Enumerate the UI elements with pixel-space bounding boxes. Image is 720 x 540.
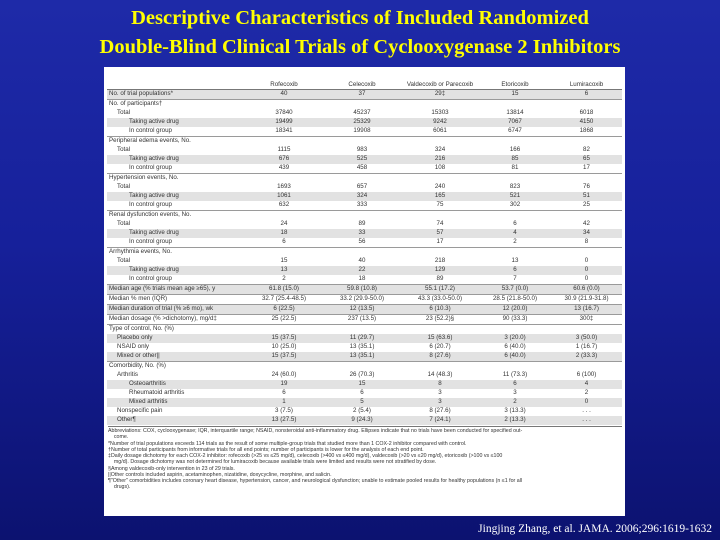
- table-cell: 1693: [277, 183, 291, 191]
- table-cell: 6: [551, 90, 622, 100]
- table-cell: 24 (60.0): [271, 371, 297, 379]
- characteristics-table: [107, 67, 622, 425]
- table-cell: 37: [323, 90, 401, 100]
- table-cell: 1061: [245, 192, 323, 201]
- table-row: [107, 155, 622, 164]
- table-cell: 40: [358, 257, 366, 265]
- table-cell: 45237: [353, 109, 371, 117]
- table-row: [107, 90, 622, 100]
- table-cell: [551, 174, 622, 184]
- table-cell: 1115: [277, 146, 291, 154]
- slide-title-line-1: Descriptive Characteristics of Included Randomized: [131, 7, 589, 29]
- table-cell: 0: [551, 398, 622, 407]
- table-cell: [401, 174, 479, 184]
- table-cell: 8: [551, 238, 622, 248]
- table-row: [107, 325, 622, 335]
- table-cell: 6 (40.0): [479, 352, 551, 362]
- table-cell: 33: [323, 229, 401, 238]
- table-cell: 6: [245, 238, 323, 248]
- table-row: [107, 201, 622, 211]
- table-cell: 15 (37.5): [245, 352, 323, 362]
- table-cell: 6: [360, 389, 364, 397]
- table-cell: 218: [434, 257, 446, 265]
- table-cell: 9 (24.3): [323, 416, 401, 425]
- table-cell: 823: [509, 183, 521, 191]
- table-cell: 17: [401, 238, 479, 248]
- table-cell: 1 (16.7): [575, 343, 598, 351]
- table-cell: 129: [401, 266, 479, 275]
- table-cell: 6061: [401, 127, 479, 137]
- row-label: In control group: [107, 164, 245, 174]
- table-cell: 10 (25.0): [271, 343, 297, 351]
- table-cell: 11 (73.3): [502, 371, 528, 379]
- table-cell: 0: [551, 266, 622, 275]
- row-label: Total: [117, 109, 131, 117]
- table-cell: [245, 325, 323, 335]
- table-row: [107, 380, 622, 389]
- table-footnotes: [108, 426, 622, 491]
- footnote-line: §Among valdecoxib-only intervention in 23 of 29 trials.: [108, 465, 235, 472]
- table-cell: [245, 174, 323, 184]
- table-cell: 8: [401, 380, 479, 389]
- row-label: Type of control, No. (%): [109, 325, 174, 333]
- table-row: [107, 137, 622, 147]
- table-cell: [245, 137, 323, 147]
- table-row: [107, 174, 622, 184]
- table-cell: 657: [356, 183, 368, 191]
- table-cell: 25329: [323, 118, 401, 127]
- table-cell: 25 (22.5): [245, 315, 323, 325]
- table-cell: [245, 211, 323, 221]
- table-row: [107, 266, 622, 275]
- table-cell: [479, 248, 551, 258]
- table-cell: 1: [245, 398, 323, 407]
- table-cell: 7 (24.1): [401, 416, 479, 425]
- table-cell: 51: [551, 192, 622, 201]
- table-cell: [479, 137, 551, 147]
- table-row: [107, 238, 622, 248]
- table-cell: 5: [323, 398, 401, 407]
- header-cell: Valdecoxib or Parecoxib: [401, 67, 479, 90]
- table-cell: [323, 325, 401, 335]
- table-cell: 3 (13.3): [504, 407, 526, 415]
- table-cell: 4150: [551, 118, 622, 127]
- table-cell: 26 (70.3): [349, 371, 375, 379]
- table-cell: 42: [583, 220, 590, 228]
- slide-title: [0, 4, 720, 62]
- table-cell: [479, 362, 551, 372]
- table-cell: 19908: [323, 127, 401, 137]
- table-cell: 7: [479, 275, 551, 285]
- table-cell: 13: [245, 266, 323, 275]
- table-cell: 3: [438, 389, 442, 397]
- table-row: [107, 343, 622, 352]
- footnote-line: drugs).: [108, 484, 131, 491]
- table-cell: 18: [245, 229, 323, 238]
- table-cell: 15 (63.6): [401, 334, 479, 343]
- table-row: [107, 389, 622, 398]
- table-cell: 82: [583, 146, 590, 154]
- table-row: [107, 248, 622, 258]
- table-cell: 9242: [401, 118, 479, 127]
- table-cell: [323, 137, 401, 147]
- row-label: Rheumatoid arthritis: [129, 389, 185, 397]
- table-cell: [323, 100, 401, 110]
- table-cell: 32.7 (25.4-48.5): [245, 295, 323, 305]
- table-cell: 439: [245, 164, 323, 174]
- footnote-line: *Number of trial populations exceeds 114 trials as the result of some multiple-group trials that studied more than 1 COX-2 inhibitor compared with control.: [108, 440, 467, 447]
- row-label: No. of trial populations*: [107, 90, 245, 100]
- header-cell: Etoricoxib: [479, 67, 551, 90]
- table-cell: [551, 325, 622, 335]
- table-cell: 6 (22.5): [245, 305, 323, 315]
- table-cell: 18341: [245, 127, 323, 137]
- table-cell: [401, 325, 479, 335]
- table-cell: 4: [479, 229, 551, 238]
- row-label: Median age (% trials mean age ≥65), y: [107, 285, 245, 295]
- table-row: [107, 118, 622, 127]
- table-cell: [551, 137, 622, 147]
- table-cell: 59.8 (10.8): [323, 285, 401, 295]
- table-cell: 6 (20.7): [429, 343, 451, 351]
- row-label: No. of participants†: [109, 100, 163, 108]
- table-cell: [245, 248, 323, 258]
- table-cell: [479, 100, 551, 110]
- table-row: [107, 100, 622, 110]
- table-cell: 2: [479, 238, 551, 248]
- table-document: [104, 67, 625, 516]
- table-cell: 17: [551, 164, 622, 174]
- table-row: [107, 109, 622, 118]
- footnote-line: mg/d). Dosage dichotomy was not determined for lumiracoxib because available trials were limited and results were not stratified by dose.: [108, 459, 437, 466]
- table-cell: [401, 137, 479, 147]
- table-cell: 13: [511, 257, 519, 265]
- table-cell: . . .: [551, 416, 622, 425]
- table-cell: 0: [584, 257, 589, 265]
- table-cell: 90 (33.3): [479, 315, 551, 325]
- table-cell: 15 (37.5): [245, 334, 323, 343]
- table-cell: 7067: [479, 118, 551, 127]
- table-cell: 15: [323, 380, 401, 389]
- table-cell: 13 (16.7): [551, 305, 622, 315]
- header-cell: Rofecoxib: [245, 67, 323, 90]
- table-cell: 15: [280, 257, 288, 265]
- footnote-line: ||Other controls included aspirin, acetaminophen, nizatidine, doxycycline, morphine, and salicin.: [108, 471, 332, 478]
- table-cell: 65: [551, 155, 622, 164]
- table-row: [107, 362, 622, 372]
- table-cell: 76: [583, 183, 590, 191]
- table-header-row: [107, 67, 622, 90]
- table-cell: 1868: [551, 127, 622, 137]
- table-row: [107, 285, 622, 295]
- table-body: [107, 90, 622, 426]
- table-cell: 333: [323, 201, 401, 211]
- table-cell: 89: [358, 220, 366, 228]
- header-cell: Lumiracoxib: [551, 67, 622, 90]
- table-cell: 13 (35.1): [349, 343, 375, 351]
- table-cell: 13814: [506, 109, 524, 117]
- table-cell: 6: [513, 220, 517, 228]
- table-cell: [323, 362, 401, 372]
- row-label: In control group: [107, 201, 245, 211]
- table-cell: 6 (100): [576, 371, 597, 379]
- table-row: [107, 229, 622, 238]
- table-cell: [323, 211, 401, 221]
- table-row: [107, 295, 622, 305]
- table-row: [107, 407, 622, 416]
- table-cell: [401, 248, 479, 258]
- table-cell: 6: [479, 380, 551, 389]
- table-cell: [551, 248, 622, 258]
- table-row: [107, 398, 622, 407]
- table-cell: 8 (27.6): [429, 407, 451, 415]
- table-row: [107, 275, 622, 285]
- table-cell: 23 (52.2)§: [401, 315, 479, 325]
- table-cell: [551, 100, 622, 110]
- table-row: [107, 305, 622, 315]
- table-cell: 40: [245, 90, 323, 100]
- table-cell: 15: [479, 90, 551, 100]
- row-label: Median duration of trial (% ≥6 mo), wk: [107, 305, 245, 315]
- table-cell: 75: [401, 201, 479, 211]
- table-cell: [479, 211, 551, 221]
- table-cell: 60.6 (0.0): [551, 285, 622, 295]
- table-cell: 57: [401, 229, 479, 238]
- table-cell: 6 (40.0): [504, 343, 526, 351]
- table-cell: [323, 248, 401, 258]
- row-label: Total: [117, 183, 131, 191]
- table-cell: 61.8 (15.0): [245, 285, 323, 295]
- table-cell: [551, 362, 622, 372]
- table-cell: 81: [479, 164, 551, 174]
- header-cell: [107, 67, 245, 90]
- table-cell: 13 (35.1): [323, 352, 401, 362]
- row-label: Median dosage (% >dichotomy), mg/d‡: [107, 315, 245, 325]
- slide-title-line-2: Double-Blind Clinical Trials of Cyclooxygenase 2 Inhibitors: [99, 36, 621, 58]
- row-label: Taking active drug: [107, 266, 245, 275]
- row-label: Taking active drug: [107, 192, 245, 201]
- table-cell: 12 (20.0): [479, 305, 551, 315]
- table-cell: 43.3 (33.0-50.0): [401, 295, 479, 305]
- footnote-line: ‡Daily dosage dichotomy for each COX-2 inhibitor: rofecoxib (>25 vs ≤25 mg/d), celecoxib (>400 vs ≤400 mg/d), valdecoxib (>20 vs ≤20 mg/d), etoricoxib (>100 vs ≤100: [108, 453, 503, 459]
- row-label: Nonspecific pain: [117, 407, 163, 415]
- table-cell: 13 (27.5): [245, 416, 323, 425]
- table-cell: [323, 174, 401, 184]
- table-cell: 237 (13.5): [323, 315, 401, 325]
- table-cell: 30.9 (21.9-31.8): [551, 295, 622, 305]
- table-cell: 632: [245, 201, 323, 211]
- row-label: NSAID only: [117, 343, 149, 351]
- row-label: Peripheral edema events, No.: [109, 137, 191, 145]
- table-cell: 6747: [479, 127, 551, 137]
- table-row: [107, 127, 622, 137]
- row-label: Hypertension events, No.: [109, 174, 179, 182]
- table-cell: 6018: [579, 109, 594, 117]
- table-cell: 56: [323, 238, 401, 248]
- table-cell: [479, 174, 551, 184]
- table-row: [107, 352, 622, 362]
- table-cell: 521: [479, 192, 551, 201]
- table-cell: 8 (27.6): [401, 352, 479, 362]
- row-label: Total: [117, 220, 131, 228]
- table-row: [107, 334, 622, 343]
- row-label: Other¶: [107, 416, 245, 425]
- table-cell: [245, 100, 323, 110]
- row-label: Arrhythmia events, No.: [109, 248, 172, 256]
- citation: Jingjing Zhang, et al. JAMA. 2006;296:1619-1632: [478, 523, 712, 535]
- table-cell: 0: [551, 275, 622, 285]
- table-row: [107, 146, 622, 155]
- table-cell: 53.7 (0.0): [479, 285, 551, 295]
- table-cell: 3 (7.5): [275, 407, 293, 415]
- table-cell: 22: [323, 266, 401, 275]
- table-row: [107, 257, 622, 266]
- table-cell: 19499: [245, 118, 323, 127]
- row-label: Taking active drug: [107, 155, 245, 164]
- table-cell: 676: [245, 155, 323, 164]
- row-label: Mixed arthritis: [107, 398, 245, 407]
- table-cell: 33.2 (29.9-50.0): [323, 295, 401, 305]
- table-cell: 89: [401, 275, 479, 285]
- table-cell: 74: [436, 220, 444, 228]
- row-label: In control group: [107, 238, 245, 248]
- row-label: Placebo only: [107, 334, 245, 343]
- table-cell: [245, 362, 323, 372]
- table-cell: 12 (13.5): [323, 305, 401, 315]
- table-cell: 4: [551, 380, 622, 389]
- table-cell: 3 (50.0): [551, 334, 622, 343]
- table-cell: 2 (13.3): [479, 416, 551, 425]
- table-cell: 6: [282, 389, 286, 397]
- table-cell: 108: [401, 164, 479, 174]
- table-cell: 166: [509, 146, 521, 154]
- table-cell: 240: [434, 183, 446, 191]
- table-cell: 3 (20.0): [479, 334, 551, 343]
- table-cell: 37840: [275, 109, 293, 117]
- footnote-line: come.: [108, 434, 129, 441]
- header-cell: Celecoxib: [323, 67, 401, 90]
- table-cell: [401, 362, 479, 372]
- table-cell: 302: [479, 201, 551, 211]
- row-label: Arthritis: [117, 371, 138, 379]
- table-cell: 458: [323, 164, 401, 174]
- table-row: [107, 371, 622, 380]
- table-row: [107, 416, 622, 425]
- table-cell: 15303: [431, 109, 449, 117]
- table-row: [107, 211, 622, 221]
- table-cell: 6 (10.3): [401, 305, 479, 315]
- table-cell: 28.5 (21.8-50.0): [479, 295, 551, 305]
- row-label: Renal dysfunction events, No.: [109, 211, 192, 219]
- table-cell: 55.1 (17.2): [401, 285, 479, 295]
- row-label: Mixed or other||: [107, 352, 245, 362]
- table-cell: 324: [323, 192, 401, 201]
- table-cell: [479, 325, 551, 335]
- row-label: Comorbidity, No. (%): [109, 362, 166, 370]
- footnote-line: ¶"Other" comorbidities includes coronary heart disease, hypertension, cancer, and neurological dysfunction; unable to estimate pooled results for healthy populations (n ≤1 for all: [108, 478, 523, 484]
- table-cell: 29‡: [401, 90, 479, 100]
- table-cell: 2 (33.3): [551, 352, 622, 362]
- footnote-line: Abbreviations: COX, cyclooxygenase; IQR, interquartile range; NSAID, nonsteroidal anti-inflammatory drug. Ellipses indicate that no trials have been conducted for specified out-: [108, 428, 523, 434]
- table-cell: 2: [479, 398, 551, 407]
- table-cell: 14 (48.3): [427, 371, 453, 379]
- table-cell: 216: [401, 155, 479, 164]
- table-cell: 6: [479, 266, 551, 275]
- row-label: In control group: [107, 127, 245, 137]
- footnote-line: †Number of total participants from informative trials for all end points; number of participants is lower for the analysis of each end point.: [108, 446, 424, 453]
- table-cell: 2: [245, 275, 323, 285]
- table-cell: 324: [434, 146, 446, 154]
- table-cell: 18: [323, 275, 401, 285]
- table-cell: 983: [356, 146, 368, 154]
- table-row: [107, 164, 622, 174]
- table-cell: 525: [323, 155, 401, 164]
- table-cell: 25: [551, 201, 622, 211]
- table-row: [107, 183, 622, 192]
- table-cell: 300‡: [551, 315, 622, 325]
- table-cell: 11 (29.7): [323, 334, 401, 343]
- table-cell: 3: [401, 398, 479, 407]
- table-cell: 24: [280, 220, 288, 228]
- table-cell: 19: [245, 380, 323, 389]
- row-label: Total: [117, 146, 131, 154]
- row-label: Taking active drug: [107, 118, 245, 127]
- table-row: [107, 220, 622, 229]
- row-label: Osteoarthritis: [107, 380, 245, 389]
- table-cell: [401, 100, 479, 110]
- row-label: In control group: [107, 275, 245, 285]
- table-cell: 3: [513, 389, 517, 397]
- table-cell: 2: [584, 389, 589, 397]
- table-cell: 85: [479, 155, 551, 164]
- table-cell: 2 (5.4): [353, 407, 371, 415]
- row-label: Median % men (IQR): [107, 295, 245, 305]
- row-label: Total: [117, 257, 131, 265]
- row-label: Taking active drug: [107, 229, 245, 238]
- table-row: [107, 192, 622, 201]
- table-cell: 165: [401, 192, 479, 201]
- table-cell: 34: [551, 229, 622, 238]
- table-cell: . . .: [582, 407, 591, 415]
- table-cell: [401, 211, 479, 221]
- table-row: [107, 315, 622, 325]
- table-cell: [551, 211, 622, 221]
